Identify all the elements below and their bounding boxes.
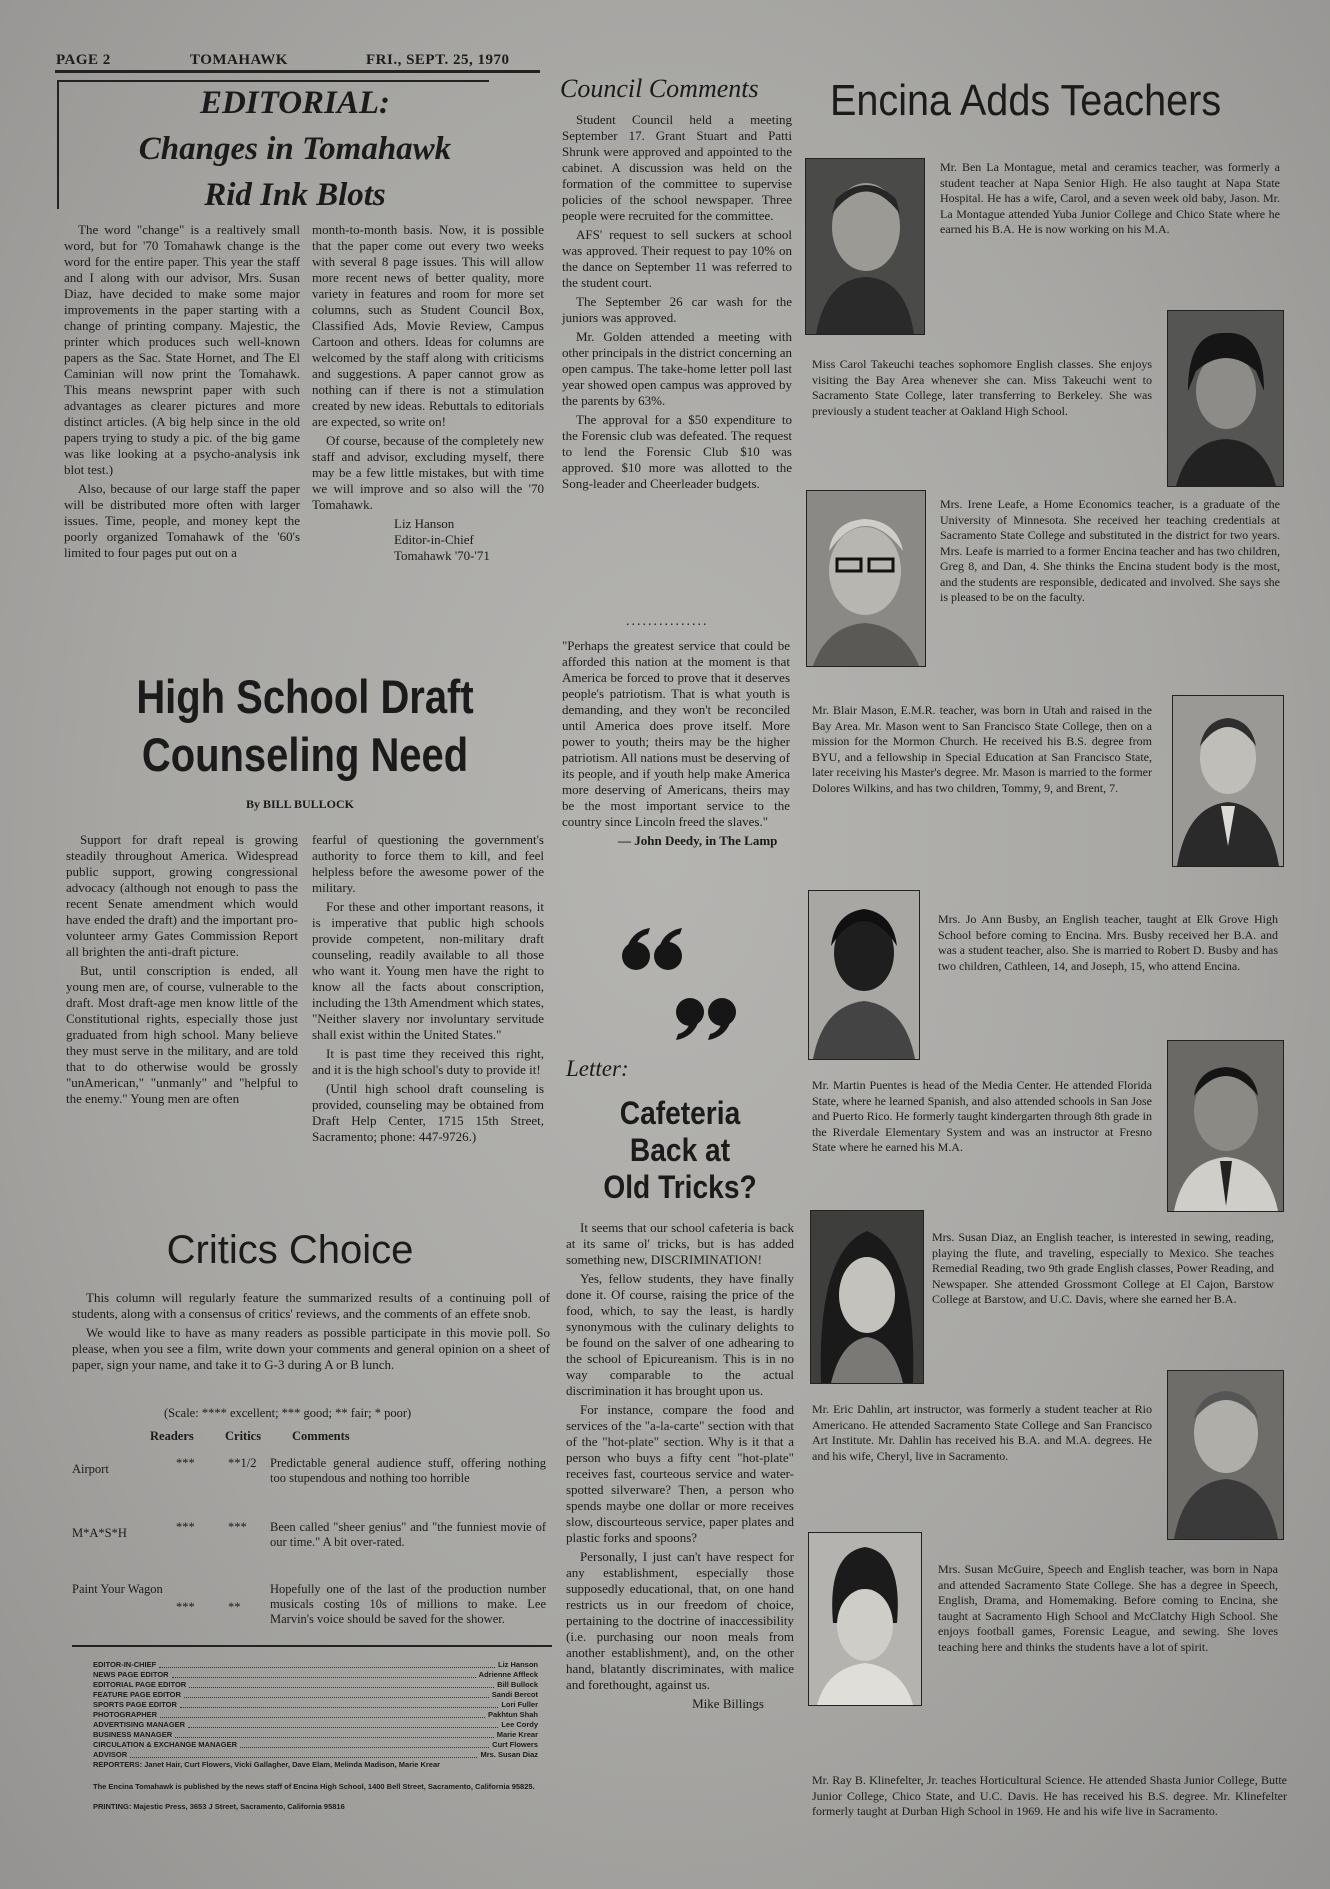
col-critics: Critics	[225, 1429, 262, 1443]
encina-headline: Encina Adds Teachers	[830, 76, 1222, 125]
film-title: M*A*S*H	[72, 1526, 127, 1540]
teacher-bio: Mrs. Jo Ann Busby, an English teacher, taught at Elk Grove High School before coming to Encina. Mrs. Busby received her B.A. and was a student teacher, also. She is married to Robert D. Busby and has two children, Cathleen, 14, and Joseph, 15, who attend Encina.	[938, 912, 1278, 973]
header-rule	[55, 70, 540, 73]
staff-reporters: REPORTERS: Janet Hair, Curt Flowers, Vicki Gallagher, Dave Elam, Melinda Madison, Marie Krear	[93, 1760, 441, 1769]
draft-paragraph: It is past time they received this right, and it is the high school's duty to provide it!	[312, 1046, 544, 1077]
editorial-paragraph: Of course, because of the completely new staff and advisor, excluding myself, there may be a few little mistakes, but with time we will improve and so also will the '70 Tomahawk.	[312, 433, 544, 512]
letter-column	[566, 1220, 794, 1712]
critics-rating: **	[228, 1600, 241, 1614]
editorial-column-2	[312, 222, 544, 564]
draft-byline: By BILL BULLOCK	[245, 797, 355, 811]
cafeteria-headline-line2: Back at	[629, 1132, 731, 1168]
council-paragraph: The September 26 car wash for the juniors was approved.	[562, 294, 792, 325]
critics-rating: ***	[228, 1520, 247, 1534]
teacher-bio: Mr. Ray B. Klinefelter, Jr. teaches Horticultural Science. He attended Shasta Junior College, Butte Junior College, Chico State, and U.C. Davis. He has received his B.S. degree. Mr. Klinefelter formerly taught at Durban High School in 1969. He and his wife live in Sacramento.	[812, 1773, 1287, 1818]
council-paragraph: The approval for a $50 expenditure to the Forensic club was defeated. The request to lend the Forensic Club $10 was approved. $10 more was allotted to the Song-leader and Cheerleader budgets.	[562, 412, 792, 491]
col-readers: Readers	[150, 1429, 194, 1443]
teacher-photo	[1172, 695, 1284, 867]
staff-published: The Encina Tomahawk is published by the news staff of Encina High School, 1400 Bell Street, Sacramento, California 95825.	[93, 1782, 535, 1791]
editorial-paragraph: Also, because of our large staff the paper will be distributed more often with larger issues. Time, people, and money kept the poorly organized Tomahawk of the '60's limited to four pages put out on a	[64, 481, 300, 560]
cafeteria-headline-line3: Old Tricks?	[603, 1169, 757, 1205]
teacher-bio: Mrs. Susan Diaz, an English teacher, is interested in sewing, reading, playing the flute, and traveling, especially to Mexico. She teaches Remedial Reading, two 9th grade English classes, Power Reading, and Newspaper. She attended Grossmont College at El Cajon, Barstow College at Barstow, and U.C. Davis, where she earned her B.A.	[932, 1230, 1274, 1306]
draft-paragraph: (Until high school draft counseling is provided, counseling may be obtained from Draft Help Center, 1715 15th Street, Sacramento; phone: 447-9726.)	[312, 1081, 544, 1144]
signature-title: Editor-in-Chief	[394, 532, 474, 547]
readers-rating: ***	[176, 1520, 195, 1534]
draft-headline-line2: Counseling Need	[141, 728, 469, 781]
staff-printing: PRINTING: Majestic Press, 3653 J Street, Sacramento, California 95816	[93, 1802, 345, 1811]
issue-date: FRI., SEPT. 25, 1970	[366, 52, 510, 68]
teacher-bio: Mr. Martin Puentes is head of the Media Center. He attended Florida State, where he learned Spanish, and also attended schools in San Jose and Puerto Rico. He formerly taught kindergarten through 8th grade in the Riverdale Elementary System and was an instructor at Fresno State where he earned his M.A.	[812, 1078, 1152, 1154]
teacher-bio: Miss Carol Takeuchi teaches sophomore English classes. She enjoys visiting the Bay Area whenever she can. Miss Takeuchi went to Sacramento State College, later transferring to Berkeley. She was previously a student teacher at Oakland High School.	[812, 357, 1152, 418]
teacher-photo	[805, 158, 925, 335]
teacher-bio: Mrs. Irene Leafe, a Home Economics teacher, is a graduate of the University of Minnesota. She received her teaching credentials at Sacramento State College and substituted in the district for two years. Mrs. Leafe is married to a former Encina teacher and has two children, Greg 8, and Dan, 4. She thinks the Encina student body is the most, and the students are responsible, dedicated and involved. She says she is pleased to be on the faculty.	[940, 497, 1280, 604]
draft-headline	[127, 668, 484, 784]
staff-row: NEWS PAGE EDITOR Adrienne Affleck	[93, 1670, 538, 1679]
quote-marks-icon	[618, 928, 738, 1046]
editorial-title-line1: EDITORIAL:	[199, 85, 391, 121]
col-comments: Comments	[292, 1429, 350, 1443]
table-row	[72, 1520, 552, 1582]
critics-intro	[72, 1290, 550, 1376]
cafeteria-headline	[583, 1095, 777, 1206]
letter-paragraph: For instance, compare the food and services of the "a-la-carte" section with that of the "hot-plate" section. Why is it that a person who buys a fifty cent "hot-plate" receives fast, courteous service and water-spotted silverware? Then, a person who spends maybe one dollar or more receives slow, discourteous service, paper plates and plastic forks and spoons?	[566, 1402, 794, 1545]
council-paragraph: Mr. Golden attended a meeting with other principals in the district concerning an open campus. The take-home letter poll last year showed open campus was approved by the parents by 63%.	[562, 329, 792, 408]
editorial-paragraph: The word "change" is a realtively small word, but for '70 Tomahawk change is the word for the entire paper. This year the staff and I along with our advisor, Mrs. Susan Diaz, have decided to make some major improvements in the paper starting with a change of printing company. Majestic, the printer which produces such well-known papers as the Sac. State Hornet, and The El Caminian will now print the Tomahawk. This means newsprint paper with such advantages as clearer pictures and more distinct articles. (A big help since in the old papers trying to study a pic. of the big game was like looking at a psycho-analysis ink blot test.)	[64, 222, 300, 477]
teacher-photo	[808, 890, 920, 1060]
signature-paper: Tomahawk '70-'71	[394, 548, 490, 563]
editorial-paragraph: month-to-month basis. Now, it is possible that the paper come out every two weeks with several 8 page issues. This will allow more recent news of better quality, more variety in features and room for more set columns, such as Student Council Box, Classified Ads, Movie Review, Campus Cartoon and others. Ideas for columns are welcomed by the staff along with criticisms and suggestions. A paper cannot grow as nothing can if there is not a stimulation created by new ideas. Rebuttals to editorials are expected, so write on!	[312, 222, 544, 429]
staff-box	[93, 1660, 538, 1812]
film-title: Paint Your Wagon	[72, 1582, 163, 1596]
paper-name: TOMAHAWK	[190, 52, 288, 68]
draft-headline-line1: High School Draft	[136, 670, 474, 723]
draft-column-2	[312, 832, 544, 1148]
letter-paragraph: Yes, fellow students, they have finally done it. Of course, raising the price of the food, which, to say the least, is hardly synonymous with the culinary delights to be found on the salver of one adhearing to the school of Epicureanism. This is in no way comparable to the actual discrimination it has brought upon us.	[566, 1271, 794, 1398]
letter-paragraph: Personally, I just can't have respect for any establishment, especially those supposedly educational, that, on one hand restricts us in our freedom of choice, pertaining to the doctrine of inaccessibility (i.e. purchasing our noon meals from another establishment), and, on the other hand, blatantly discriminates, with malice and forethought, against us.	[566, 1549, 794, 1692]
staff-row: SPORTS PAGE EDITOR Lori Fuller	[93, 1700, 538, 1709]
staff-row: PHOTOGRAPHER Pakhtun Shah	[93, 1710, 538, 1719]
staff-row: CIRCULATION & EXCHANGE MANAGER Curt Flowers	[93, 1740, 538, 1749]
critics-paragraph: This column will regularly feature the summarized results of a continuing poll of students, along with a consensus of critics' reviews, and the comments of an effete snob.	[72, 1290, 550, 1321]
council-comments-title: Council Comments	[560, 74, 759, 103]
critics-choice-title: Critics Choice	[166, 1228, 414, 1272]
draft-column-1	[66, 832, 298, 1110]
critics-paragraph: We would like to have as many readers as possible participate in this movie poll. So please, when you see a film, write down your comments and general opinion on a sheet of paper, sign your name, and take it to G-3 during A or B lunch.	[72, 1325, 550, 1372]
letter-signature: Mike Billings	[692, 1696, 764, 1711]
teacher-photo	[808, 1532, 922, 1706]
teacher-bio: Mrs. Susan McGuire, Speech and English teacher, was born in Napa and attended Sacramento State College. She has a degree in Speech, English, Drama, and Homemaking. Before coming to Encina, she taught at Sacramento High School and McClatchy High School. She enjoys football games, Forensic League, and sewing. She loves teaching here and thinks the students have a lot of spirit.	[938, 1562, 1278, 1654]
staff-row: ADVERTISING MANAGER Lee Cordy	[93, 1720, 538, 1729]
quote-block	[562, 638, 790, 852]
table-row	[72, 1456, 552, 1520]
film-title: Airport	[72, 1462, 109, 1476]
letter-label: Letter:	[566, 1056, 629, 1081]
letter-paragraph: It seems that our school cafeteria is back at its same ol' tricks, but is has added something new, DISCRIMINATION!	[566, 1220, 794, 1267]
staff-row: EDITORIAL PAGE EDITOR Bill Bullock	[93, 1680, 538, 1689]
editorial-title-line3: Rid Ink Blots	[204, 177, 386, 213]
council-paragraph: Student Council held a meeting September 17. Grant Stuart and Patti Shrunk were approved and appointed to the cabinet. A discussion was held on the formation of the committee to supervise policies of the school newspaper. Three people were recruited for the committee.	[562, 112, 792, 223]
cafeteria-headline-line1: Cafeteria	[619, 1095, 741, 1131]
editorial-title-line2: Changes in Tomahawk	[138, 131, 452, 167]
teacher-photo	[1167, 1040, 1284, 1212]
critics-rating: **1/2	[228, 1456, 257, 1470]
staff-row: ADVISOR Mrs. Susan Diaz	[93, 1750, 538, 1759]
teacher-photo	[1167, 310, 1284, 487]
quote-attribution: — John Deedy, in The Lamp	[618, 833, 778, 848]
draft-paragraph: But, until conscription is ended, all young men are, of course, vulnerable to the draft. Most draft-age men know little of the Constitutional rights, especially those just graduated from high school. Many believe they must serve in the military, and are told that to do otherwise would be grossly "unAmerican," "unmanly" and "helpful to the enemy." Young men are often	[66, 963, 298, 1106]
editorial-title	[60, 80, 530, 218]
draft-paragraph: For these and other important reasons, it is imperative that public high schools provide competent, non-military draft counseling, readily available to all those who want it. Young men have the right to know all the facts about conscription, including the 13th Amendment which states, "Neither slavery nor involuntary servitude shall exist within the United States."	[312, 899, 544, 1042]
draft-paragraph: Support for draft repeal is growing steadily throughout America. Widespread public support, growing congressional advocacy (although not enough to pass the recent Senate amendment which would have ended the draft) and the important pro-volunteer army Gates Commission Report all brighten the anti-draft picture.	[66, 832, 298, 959]
readers-rating: ***	[176, 1600, 195, 1614]
table-row	[72, 1582, 552, 1648]
staff-row: BUSINESS MANAGER Marie Krear	[93, 1730, 538, 1739]
teacher-bio: Mr. Ben La Montague, metal and ceramics teacher, was formerly a student teacher at Napa Senior High. He also taught at Napa State Hospital. He has a wife, Carol, and a seven week old baby, Jason. Mr. La Montague attended Yuba Junior College and Chico State where he earned his B.A. He is now working on his M.A.	[940, 160, 1280, 236]
readers-rating: ***	[176, 1456, 195, 1470]
staff-box-rule	[72, 1645, 552, 1647]
film-comment: Been called "sheer genius" and "the funniest movie of our time." A bit over-rated.	[270, 1520, 546, 1549]
council-paragraph: AFS' request to sell suckers at school was approved. Their request to pay 10% on the dance on September 11 was referred to the student court.	[562, 227, 792, 290]
council-separator: ...............	[626, 614, 709, 629]
editorial-signature	[394, 516, 544, 564]
teacher-bio: Mr. Eric Dahlin, art instructor, was formerly a student teacher at Rio Americano. He attended Sacramento State College and San Francisco Art Institute. Mr. Dahlin has received his B.A. and M.A. degrees. He and his wife, Cheryl, live in Sacramento.	[812, 1402, 1152, 1463]
editorial-column-1	[64, 222, 300, 564]
signature-name: Liz Hanson	[394, 516, 455, 531]
teacher-photo	[810, 1210, 924, 1384]
teacher-photo	[806, 490, 926, 667]
critics-scale: (Scale: **** excellent; *** good; ** fair; * poor)	[164, 1406, 412, 1420]
teacher-bio: Mr. Blair Mason, E.M.R. teacher, was born in Utah and raised in the Bay Area. Mr. Mason went to San Francisco State College, then on a mission for the Mormon Church. He received his B.S. degree from BYU, and a fellowship in Special Education at San Francisco State, later receiving his Master's degree. Mr. Mason is married to the former Dolores Wilkins, and has two children, Tommy, 9, and Brent, 7.	[812, 703, 1152, 795]
film-comment: Predictable general audience stuff, offering nothing too stupendous and nothing too horrible	[270, 1456, 546, 1485]
staff-row: FEATURE PAGE EDITOR Sandi Bercot	[93, 1690, 538, 1699]
critics-table	[72, 1456, 552, 1648]
staff-row: EDITOR-IN-CHIEF Liz Hanson	[93, 1660, 538, 1669]
quote-text: "Perhaps the greatest service that could be afforded this nation at the moment is that America be forced to prove that it deserves people's patriotism. That is what youth is demanding, and they won't be reconciled until America does prove itself. More power to youth; theirs may be the higher patriotism. All nations must be deserving of its people, and if youth help make America more deserving of Americans, theirs may be the most important service to the country since Lincoln freed the slaves."	[562, 638, 790, 829]
film-comment: Hopefully one of the last of the production number musicals costing 10s of millions to make. Lee Marvin's voice should be saved for the shower.	[270, 1582, 546, 1626]
council-column	[562, 112, 792, 495]
page-number: PAGE 2	[56, 52, 111, 68]
draft-paragraph: fearful of questioning the government's authority to force them to kill, and feel helpless before the awesome power of the military.	[312, 832, 544, 895]
teacher-photo	[1167, 1370, 1284, 1540]
